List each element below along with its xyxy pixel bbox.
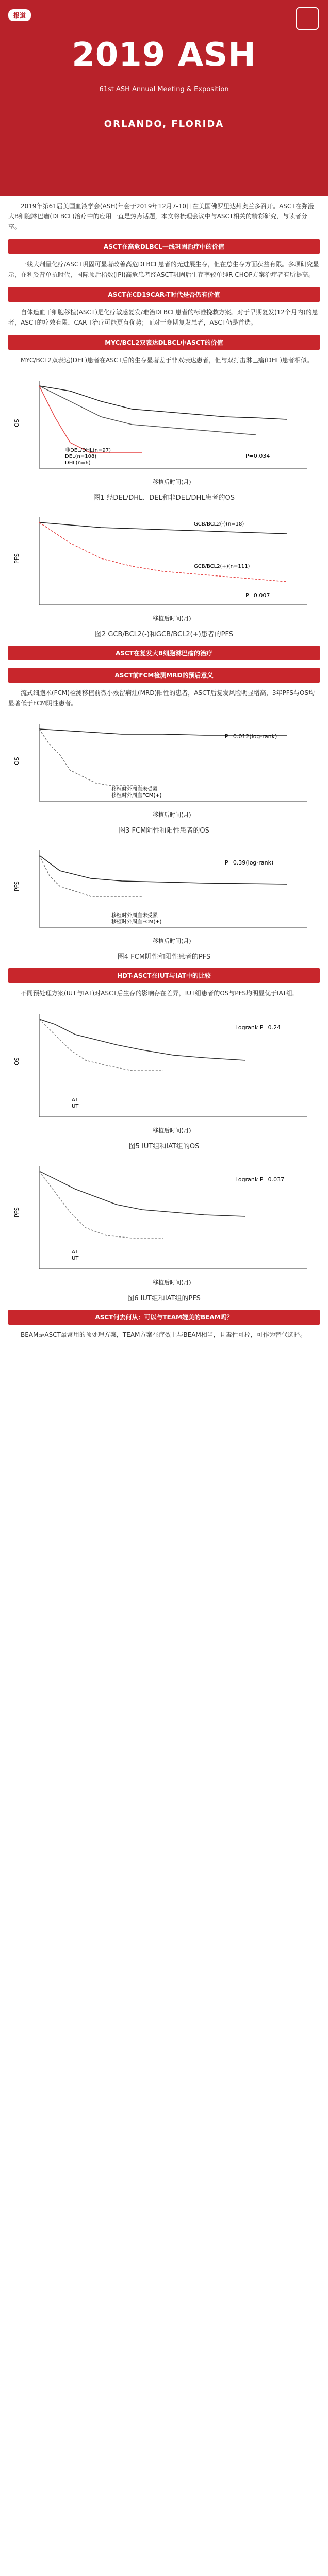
- figure-6: [8, 1156, 320, 1302]
- fig1-pvalue: P=0.034: [245, 453, 270, 460]
- fig2-ylabel: PFS: [13, 553, 20, 564]
- section-heading-2: ASCT在CD19CAR-T时代是否仍有价值: [8, 287, 320, 302]
- fig4-pvalue: P=0.39(log-rank): [225, 859, 274, 866]
- section-heading-4: ASCT在复发大B细胞淋巴瘤的治疗: [8, 646, 320, 660]
- section-heading-7: ASCT何去何从：可以与TEAM媲美的BEAM吗？: [8, 1310, 320, 1325]
- fig2-caption: 图2 GCB/BCL2(-)和GCB/BCL2(+)患者的PFS: [94, 631, 234, 638]
- banner-subtitle: 61st ASH Annual Meeting & Exposition: [99, 86, 229, 93]
- section-heading-1: ASCT在高危DLBCL一线巩固治疗中的价值: [8, 239, 320, 254]
- km-plot-6: [8, 1156, 320, 1290]
- fig2-pvalue: P=0.007: [245, 592, 270, 599]
- paragraph-3: MYC/BCL2双表达(DEL)患者在ASCT后的生存显著差于非双表达患者，但与双打击淋巴瘤(DHL)患者相似。: [21, 357, 313, 364]
- paragraph-5: 不同预处理方案(IUT与IAT)对ASCT后生存的影响存在差异，IUT组患者的OS与PFS均明显优于IAT组。: [21, 990, 299, 997]
- fig3-legend-2: 移植时外周血FCM(+): [111, 793, 162, 799]
- fig4-legend-1: 移植时外周血未受累: [111, 913, 158, 919]
- fig6-pvalue: Logrank P=0.037: [235, 1176, 285, 1183]
- report-badge: 报道: [8, 9, 31, 21]
- km-plot-2: [8, 507, 320, 625]
- fig6-ylabel: PFS: [13, 1207, 20, 1217]
- km-plot-3: [8, 714, 320, 822]
- fig4-caption: 图4 FCM阴性和阳性患者的PFS: [117, 953, 211, 961]
- fig3-legend-1: 移植时外周血未受累: [111, 787, 158, 792]
- section-heading-6: HDT-ASCT在IUT与IAT中的比较: [8, 968, 320, 983]
- fig1-xlabel: 移植后时间(月): [153, 479, 191, 485]
- paragraph-4: 流式细胞术(FCM)检测移植前微小残留病灶(MRD)阳性的患者，ASCT后复发风险明显增高，3年PFS与OS均显著低于FCM阴性患者。: [8, 689, 315, 707]
- km-plot-4: [8, 840, 320, 948]
- fig4-xlabel: 移植后时间(月): [153, 938, 191, 944]
- intro-paragraph: 2019年第61届美国血液学会(ASH)年会于2019年12月7-10日在美国佛罗里达州奥兰多召开。ASCT在弥漫大B细胞淋巴瘤(DLBCL)治疗中的应用一直是热点话题，本文将梳理会议中与ASCT相关的精彩研究，与读者分享。: [8, 202, 314, 230]
- section-heading-3: MYC/BCL2双表达DLBCL中ASCT的价值: [8, 335, 320, 350]
- fig3-pvalue: P=0.012(log-rank): [225, 733, 277, 740]
- fig5-pvalue: Logrank P=0.24: [235, 1024, 281, 1031]
- figure-5: [8, 1004, 320, 1150]
- figure-4: [8, 840, 320, 961]
- km-plot-5: [8, 1004, 320, 1138]
- fig5-legend: [70, 1097, 79, 1109]
- fig5-legend-1: IAT: [70, 1097, 78, 1103]
- fig4-legend-2: 移植时外周血FCM(+): [111, 919, 162, 925]
- paragraph-1: 一线大剂量化疗/ASCT巩固可显著改善高危DLBCL患者的无进展生存，但在总生存方面获益有限。多项研究显示，在利妥昔单抗时代，国际预后指数(IPI)高危患者经ASCT巩固后生存率较单纯R-CHOP方案治疗者有所提高。: [8, 261, 319, 278]
- fig1-legend-1: 非DEL/DHL(n=97): [65, 448, 111, 453]
- figure-2: [8, 507, 320, 638]
- header-banner: [0, 0, 328, 196]
- paragraph-2: 自体造血干细胞移植(ASCT)是化疗敏感复发/难治DLBCL患者的标准挽救方案。对于早期复发(12个月内)的患者，ASCT的疗效有限，CAR-T治疗可能更有优势；而对于晚期复发患者，ASCT仍是首选。: [8, 309, 318, 326]
- fig2-xlabel: 移植后时间(月): [153, 615, 191, 622]
- fig1-legend-2: DEL(n=108): [65, 454, 97, 460]
- banner-title: 2019 ASH: [72, 36, 256, 74]
- fig1-caption: 图1 经DEL/DHL、DEL和非DEL/DHL患者的OS: [93, 494, 235, 502]
- fig3-xlabel: 移植后时间(月): [153, 811, 191, 818]
- fig5-xlabel: 移植后时间(月): [153, 1127, 191, 1134]
- fig6-legend-1: IAT: [70, 1249, 78, 1255]
- section-heading-5: ASCT前FCM检测MRD的预后意义: [8, 668, 320, 683]
- figure-1: [8, 370, 320, 502]
- fig2-legend-1: GCB/BCL2(-)(n=18): [194, 521, 244, 527]
- fig6-legend: [70, 1249, 79, 1261]
- fig3-ylabel: OS: [13, 757, 20, 765]
- fig5-caption: 图5 IUT组和IAT组的OS: [128, 1143, 200, 1150]
- banner-location: ORLANDO, FLORIDA: [104, 118, 224, 129]
- fig6-xlabel: 移植后时间(月): [153, 1279, 191, 1286]
- fig6-caption: 图6 IUT组和IAT组的PFS: [127, 1295, 201, 1302]
- fig3-legend: [111, 786, 162, 799]
- fig3-caption: 图3 FCM阴性和阳性患者的OS: [119, 827, 209, 835]
- fig5-legend-2: IUT: [70, 1104, 79, 1109]
- fig2-legend-2: GCB/BCL2(+)(n=111): [194, 564, 250, 569]
- fig6-legend-2: IUT: [70, 1256, 79, 1261]
- intro-block: [0, 201, 328, 232]
- km-plot-1: [8, 370, 320, 489]
- fig4-legend: [111, 912, 162, 925]
- paragraph-6: BEAM是ASCT最常用的预处理方案，TEAM方案在疗效上与BEAM相当，且毒性可控，可作为替代选择。: [21, 1331, 306, 1338]
- figure-3: [8, 714, 320, 835]
- fig5-ylabel: OS: [13, 1057, 20, 1065]
- fig1-legend-3: DHL(n=6): [65, 460, 91, 466]
- fig1-ylabel: OS: [13, 419, 20, 427]
- ash-logo-icon: [296, 7, 319, 30]
- fig4-ylabel: PFS: [13, 881, 20, 891]
